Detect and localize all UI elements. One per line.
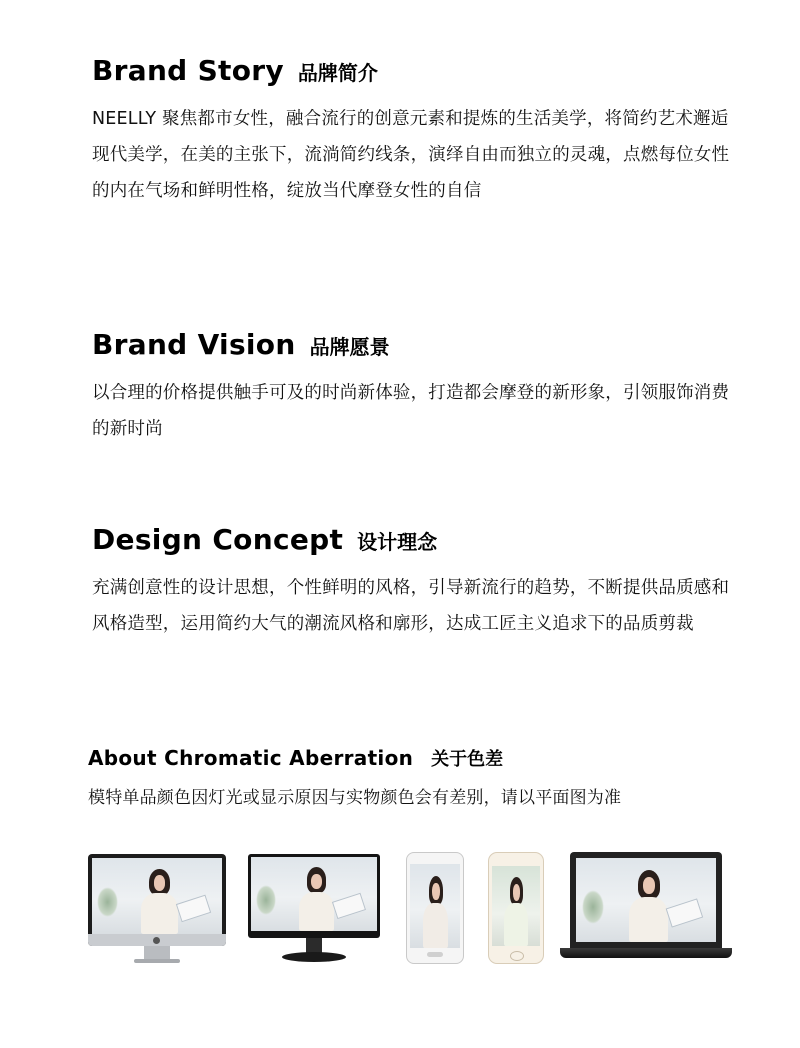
chromatic-aberration-title-cn: 关于色差 — [431, 749, 504, 770]
monitor-screen — [251, 857, 377, 931]
laptop-screen — [576, 858, 716, 942]
brand-story-title-en: Brand Story — [92, 54, 284, 87]
design-concept-heading — [92, 523, 732, 556]
laptop-icon — [560, 852, 732, 964]
monitor-icon — [248, 854, 380, 966]
brand-vision-title-cn: 品牌愿景 — [309, 335, 390, 359]
design-concept-text: 充满创意性的设计思想，个性鲜明的风格，引导新流行的趋势，不断提供品质感和风格造型，运用简约大气的潮流风格和廓形，达成工匠主义追求下的品质剪裁 — [92, 578, 730, 634]
gold-phone-screen — [492, 866, 540, 946]
chromatic-aberration-text: 模特单品颜色因灯光或显示原因与实物颜色会有差别，请以平面图为准 — [88, 788, 622, 808]
imac-screen — [92, 858, 222, 934]
chromatic-aberration-section — [88, 745, 748, 811]
white-phone-icon — [406, 852, 464, 964]
brand-vision-title-en: Brand Vision — [92, 328, 296, 361]
device-comparison-strip — [0, 850, 800, 980]
white-phone-screen — [410, 864, 460, 948]
imac-icon — [88, 854, 226, 966]
chromatic-aberration-title-en: About Chromatic Aberration — [88, 746, 414, 770]
brand-story-title-cn: 品牌简介 — [297, 61, 378, 85]
brand-vision-text: 以合理的价格提供触手可及的时尚新体验，打造都会摩登的新形象，引领服饰消费的新时尚 — [92, 383, 730, 439]
gold-phone-icon — [488, 852, 544, 964]
brand-story-section — [92, 54, 732, 209]
brand-story-text: NEELLY 聚焦都市女性，融合流行的创意元素和提炼的生活美学，将简约艺术邂逅现代美学，在美的主张下，流淌简约线条，演绎自由而独立的灵魂，点燃每位女性的内在气场和鲜明性格，绽放当代摩登女性的自信 — [92, 109, 730, 201]
chromatic-aberration-heading — [88, 745, 748, 771]
design-concept-title-en: Design Concept — [92, 523, 344, 556]
brand-vision-section — [92, 328, 732, 447]
design-concept-title-cn: 设计理念 — [357, 530, 438, 554]
brand-story-heading — [92, 54, 732, 87]
brand-vision-heading — [92, 328, 732, 361]
design-concept-section — [92, 523, 732, 642]
